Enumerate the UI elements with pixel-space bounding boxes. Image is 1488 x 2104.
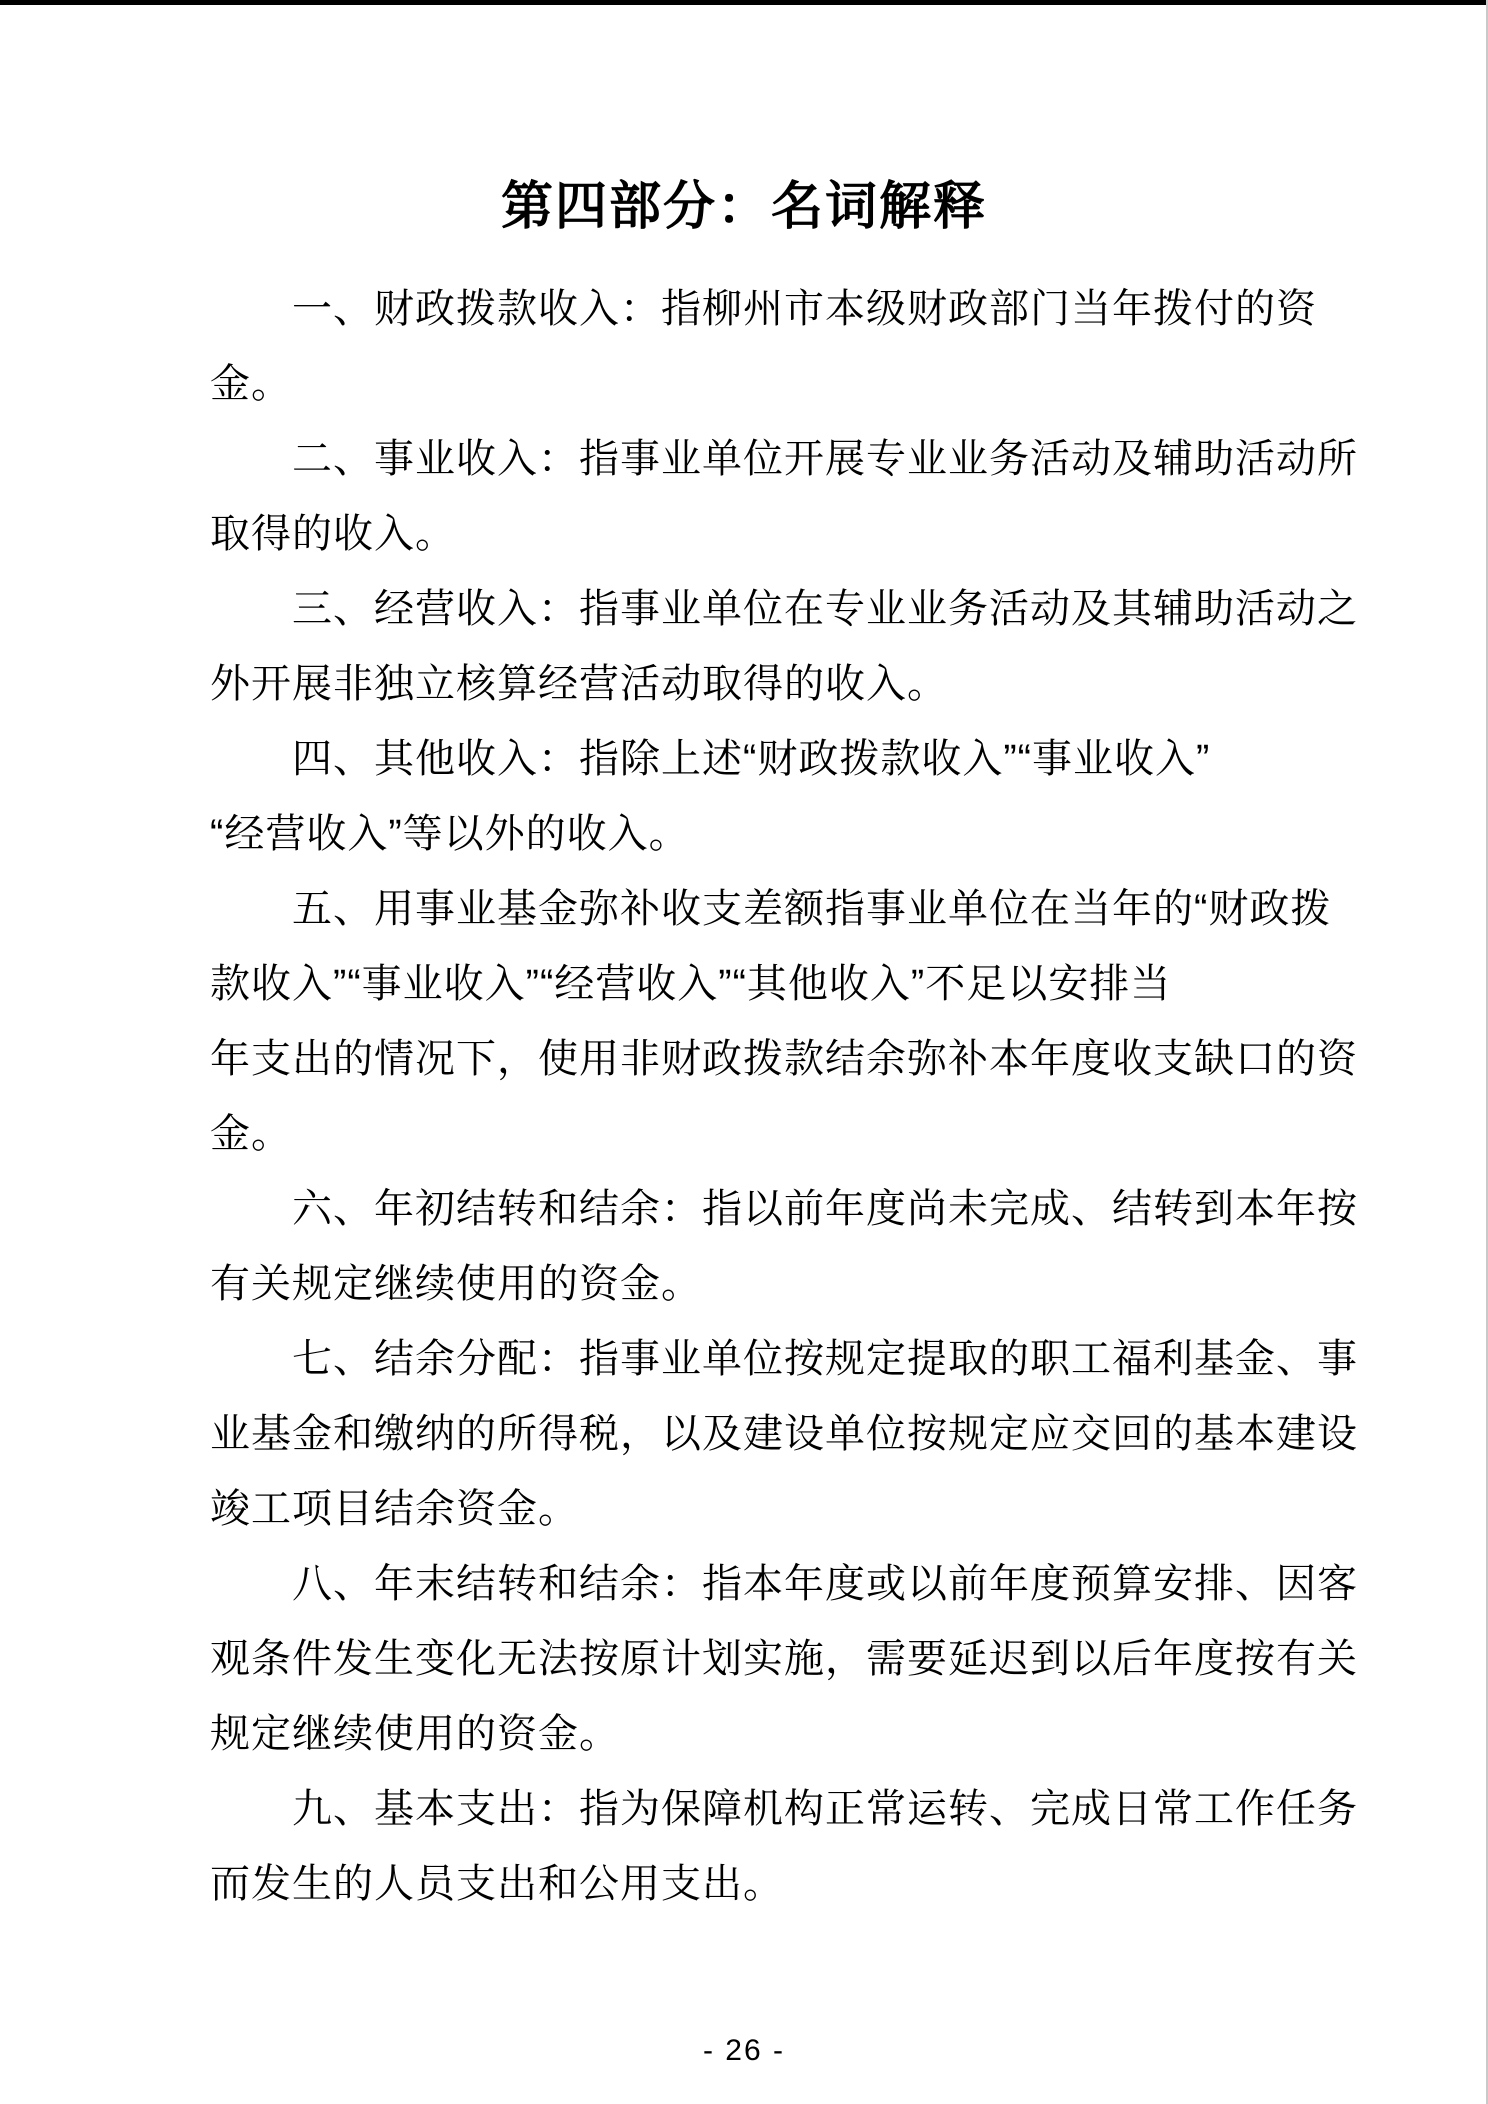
paragraph-line: 规定继续使用的资金。	[210, 1712, 620, 1756]
glossary-entry-9	[210, 1772, 1358, 1922]
glossary-entry-2	[210, 422, 1358, 572]
paragraph-line: 金。	[210, 1112, 292, 1156]
document-body	[210, 272, 1358, 1922]
paragraph-line: 款收入”“事业收入”“经营收入”“其他收入”不足以安排当	[210, 962, 1172, 1006]
section-title: 第四部分：名词解释	[500, 177, 987, 236]
glossary-entry-5	[210, 872, 1358, 1172]
paragraph-line: 二、事业收入：指事业单位开展专业业务活动及辅助活动所	[292, 437, 1358, 481]
paragraph-line: 业基金和缴纳的所得税，以及建设单位按规定应交回的基本建设	[210, 1412, 1358, 1456]
glossary-entry-4	[210, 722, 1290, 872]
glossary-entry-7	[210, 1322, 1358, 1547]
paragraph-line: 三、经营收入：指事业单位在专业业务活动及其辅助活动之	[292, 587, 1358, 631]
paragraph-line: 一、财政拨款收入：指柳州市本级财政部门当年拨付的资	[292, 287, 1317, 331]
paragraph-line: 九、基本支出：指为保障机构正常运转、完成日常工作任务	[292, 1787, 1358, 1831]
paragraph-line: 七、结余分配：指事业单位按规定提取的职工福利基金、事	[292, 1337, 1358, 1381]
paragraph-line: 四、其他收入：指除上述“财政拨款收入”“事业收入”	[292, 737, 1211, 781]
paragraph-line: 取得的收入。	[210, 512, 456, 556]
paragraph-line: 有关规定继续使用的资金。	[210, 1262, 702, 1306]
paragraph-line: “经营收入”等以外的收入。	[210, 812, 690, 856]
glossary-entry-3	[210, 572, 1358, 722]
page-number: - 26 -	[702, 2034, 786, 2067]
glossary-entry-6	[210, 1172, 1358, 1322]
glossary-entry-1	[210, 272, 1317, 422]
paragraph-line: 五、用事业基金弥补收支差额指事业单位在当年的“财政拨	[292, 887, 1332, 931]
scan-top-edge	[0, 0, 1488, 5]
paragraph-line: 竣工项目结余资金。	[210, 1487, 579, 1531]
paragraph-line: 观条件发生变化无法按原计划实施，需要延迟到以后年度按有关	[210, 1637, 1358, 1681]
paragraph-line: 六、年初结转和结余：指以前年度尚未完成、结转到本年按	[292, 1187, 1358, 1231]
paragraph-line: 外开展非独立核算经营活动取得的收入。	[210, 662, 948, 706]
paragraph-line: 而发生的人员支出和公用支出。	[210, 1862, 784, 1906]
paragraph-line: 八、年末结转和结余：指本年度或以前年度预算安排、因客	[292, 1562, 1358, 1606]
paragraph-line: 年支出的情况下，使用非财政拨款结余弥补本年度收支缺口的资	[210, 1037, 1358, 1081]
glossary-entry-8	[210, 1547, 1358, 1772]
paragraph-line: 金。	[210, 362, 292, 406]
